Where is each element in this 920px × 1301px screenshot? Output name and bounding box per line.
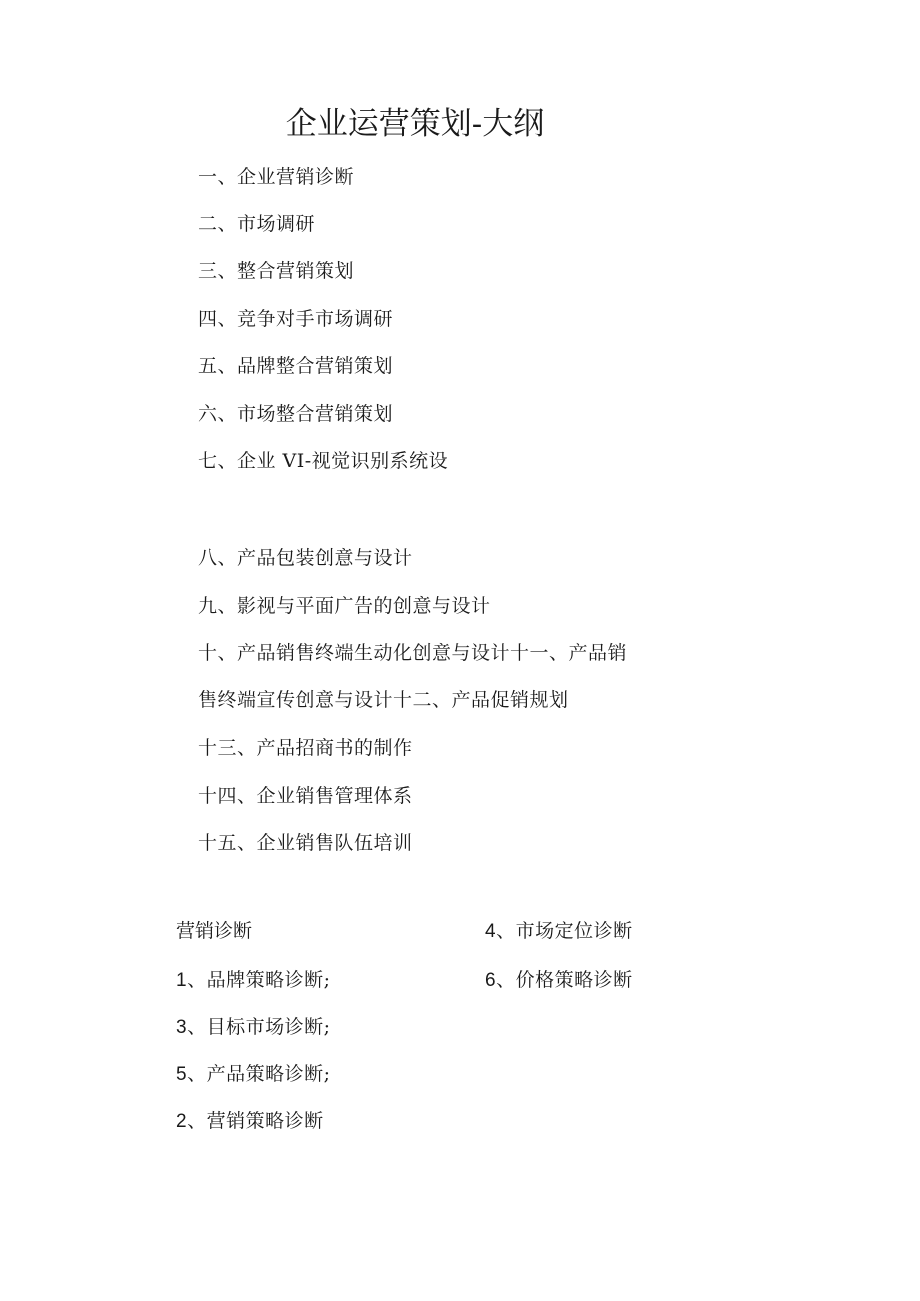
item-number: 2 — [176, 1111, 188, 1132]
item-text: 、品牌策略诊断; — [187, 969, 331, 991]
outline-item-10-cont: 售终端宣传创意与设计十二、产品促销规划 — [198, 689, 569, 711]
outline-item-2: 二、市场调研 — [198, 213, 316, 235]
item-text: 、价格策略诊断 — [496, 969, 633, 991]
item-number: 6 — [485, 970, 497, 991]
outline-item-13: 十三、产品招商书的制作 — [198, 737, 413, 759]
diagnosis-item-brand — [176, 967, 330, 994]
item-number: 5 — [176, 1064, 188, 1085]
item-number: 3 — [176, 1017, 188, 1038]
document-title: 企业运营策划-大纲 — [285, 106, 545, 142]
outline-item-3: 三、整合营销策划 — [198, 260, 355, 282]
outline-item-5: 五、品牌整合营销策划 — [198, 355, 394, 377]
outline-item-7: 七、企业 VI-视觉识别系统设 — [198, 450, 449, 472]
item-number: 4 — [485, 921, 497, 942]
item-text: 、市场定位诊断 — [496, 920, 633, 942]
diagnosis-item-target-market — [176, 1014, 330, 1041]
diagnosis-item-marketing — [176, 1108, 324, 1135]
diagnosis-item-positioning — [485, 918, 633, 945]
outline-item-14: 十四、企业销售管理体系 — [198, 785, 413, 807]
diagnosis-item-product — [176, 1061, 330, 1088]
outline-item-15: 十五、企业销售队伍培训 — [198, 832, 413, 854]
outline-item-9: 九、影视与平面广告的创意与设计 — [198, 595, 491, 617]
item-text: 、目标市场诊断; — [187, 1016, 331, 1038]
outline-item-1: 一、企业营销诊断 — [198, 166, 355, 188]
outline-item-6: 六、市场整合营销策划 — [198, 403, 394, 425]
item-number: 1 — [176, 970, 188, 991]
outline-item-4: 四、竞争对手市场调研 — [198, 308, 394, 330]
outline-item-10: 十、产品销售终端生动化创意与设计十一、产品销 — [198, 642, 628, 664]
diagnosis-item-pricing — [485, 967, 633, 994]
outline-item-8: 八、产品包装创意与设计 — [198, 547, 413, 569]
diagnosis-heading: 营销诊断 — [176, 920, 253, 942]
item-text: 、营销策略诊断 — [187, 1110, 324, 1132]
item-text: 、产品策略诊断; — [187, 1063, 331, 1085]
